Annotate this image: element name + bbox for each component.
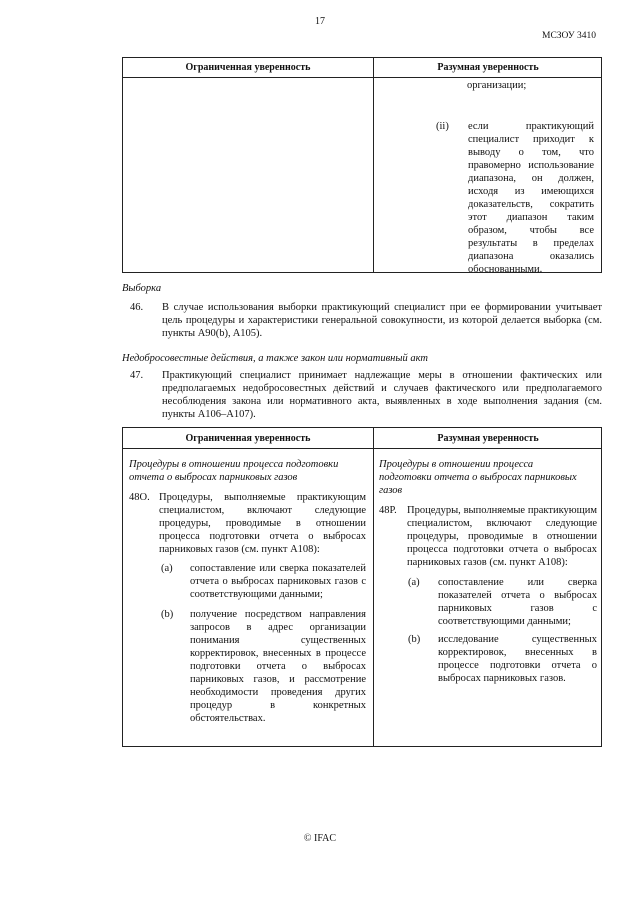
section-heading-sampling: Выборка [122,283,162,294]
paragraph-48P: Процедуры, выполняемые практикующим специалистом, включают следующие процедуры, проводимые в отношении процесса подготовки отчета о выбросах парниковых газов (см. пункт A108): [407,505,597,568]
paragraph-48O: Процедуры, выполняемые практикующим специалистом, включают следующие процедуры, проводимые в отношении процесса подготовки отчета о выбросах парниковых газов (см. пункт A108): [159,492,366,555]
item-marker-a: (a) [408,577,420,588]
paragraph-number-48O: 48O. [129,492,150,503]
page-number: 17 [315,16,325,27]
table-procedures [122,427,602,747]
left-item-b: получение посредством направления запросов в адрес организации понимания существенных корректировок, внесенных в процессе подготовки отчета о выбросах парниковых газов, и рассмотрение необходимости проведения других процедур в конкретных обстоятельствах. [190,609,366,724]
paragraph-47: Практикующий специалист принимает надлежащие меры в отношении фактических или предполагаемых недобросовестных действий и случаев фактического или предполагаемого несоблюдения закона или нормативного акта, выявленных в ходе выполнения задания (см. пункты A106–A107). [162,370,602,420]
item-marker: (ii) [436,121,449,132]
section-heading-fraud: Недобросовестные действия, а также закон или нормативный акт [122,353,428,364]
item-marker-b: (b) [408,634,421,645]
standard-reference: МСЗОУ 3410 [542,31,596,41]
table-continuation [122,57,602,273]
paragraph-number-46: 46. [130,302,144,313]
continued-text: организации; [467,80,527,91]
left-subheading: Процедуры в отношении процесса подготовки отчета о выбросах парниковых газов [129,459,339,483]
item-marker-a: (a) [161,563,173,574]
item-text: если практикующий специалист приходит к выводу о том, что правомерно использование диапазона, он должен, исходя из имеющихся доказательств, сократить этот диапазон таким образом, чтобы все результаты в пределах диапазона оказались обоснованными. [468,121,594,275]
paragraph-number-47: 47. [130,370,144,381]
column-header-limited: Ограниченная уверенность [185,62,311,73]
column-header-reasonable: Разумная уверенность [437,433,539,444]
footer-copyright: © IFAC [303,833,337,844]
item-marker-b: (b) [161,609,174,620]
paragraph-46: В случае использования выборки практикующий специалист при ее формировании учитывает цель процедуры и характеристики генеральной совокупности, из которой делается выборка (см. пункты A90(b), A105). [162,302,602,339]
column-header-limited: Ограниченная уверенность [185,433,311,444]
right-subheading: Процедуры в отношении процесса подготовки отчета о выбросах парниковых газов [379,459,577,496]
paragraph-number-48P: 48P. [379,505,397,516]
left-item-a: сопоставление или сверка показателей отчета о выбросах парниковых газов с соответствующими данными; [190,563,366,600]
column-header-reasonable: Разумная уверенность [437,62,539,73]
right-item-a: сопоставление или сверка показателей отчета о выбросах парниковых газов с соответствующими данными; [438,577,597,627]
right-item-b: исследование существенных корректировок, внесенных в процессе подготовки отчета о выбросах парниковых газов. [438,634,597,684]
